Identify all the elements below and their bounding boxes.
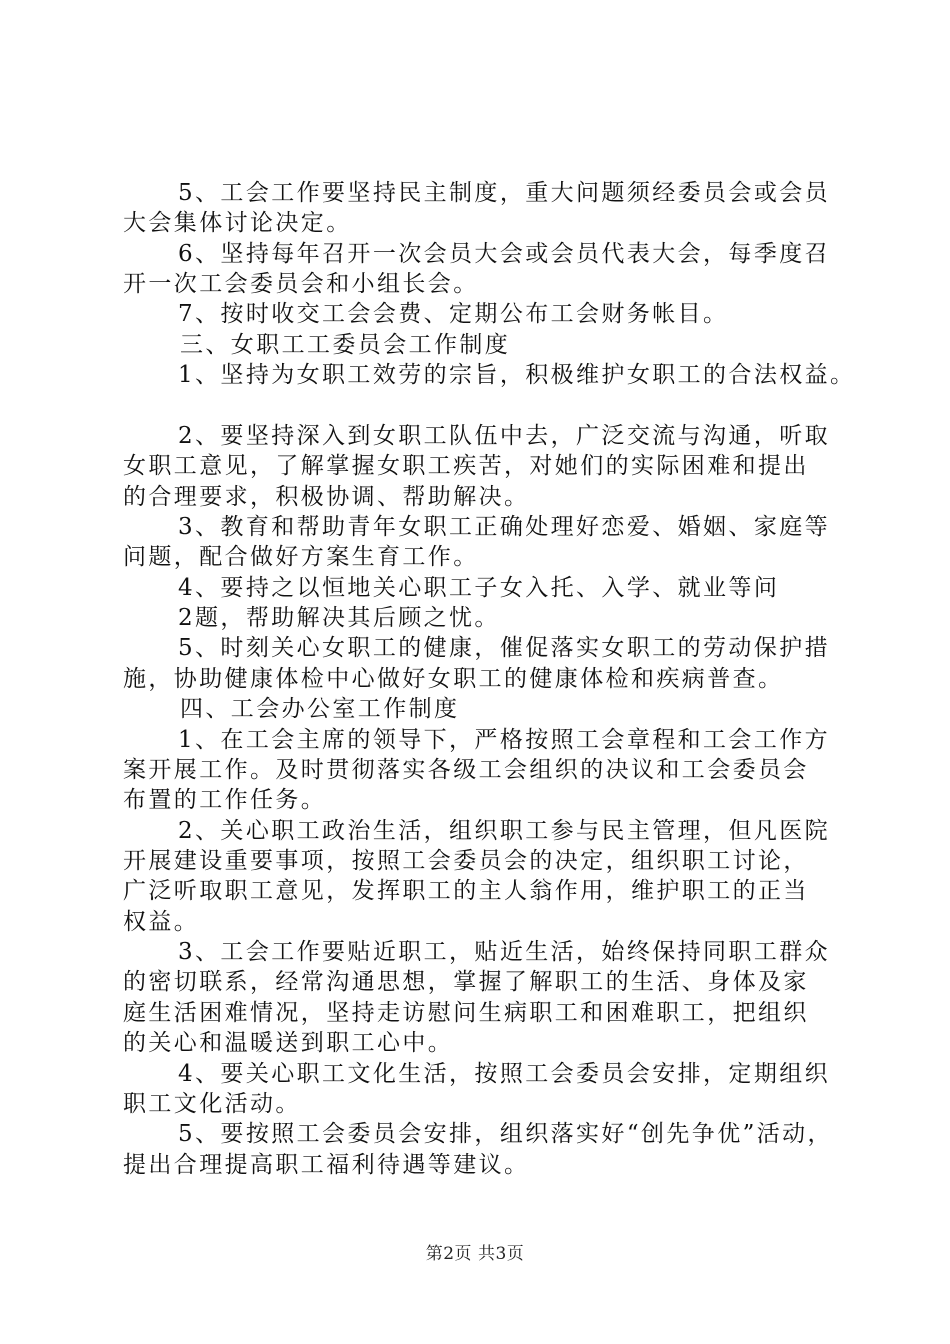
paragraph-line: 5、时刻关心女职工的健康，催促落实女职工的劳动保护措 <box>178 635 831 661</box>
paragraph-line: 的密切联系，经常沟通思想，掌握了解职工的生活、身体及家 <box>123 969 809 995</box>
paragraph-line: 职工文化活动。 <box>123 1091 301 1117</box>
paragraph-line: 1、坚持为女职工效劳的宗旨，积极维护女职工的合法权益。 <box>178 362 856 388</box>
paragraph-line: 女职工意见，了解掌握女职工疾苦，对她们的实际困难和提出 <box>123 453 809 479</box>
paragraph-line: 1、在工会主席的领导下，严格按照工会章程和工会工作方 <box>178 727 831 753</box>
paragraph-line: 3、教育和帮助青年女职工正确处理好恋爱、婚姻、家庭等 <box>178 514 831 540</box>
paragraph-line: 5、要按照工会委员会安排，组织落实好“创先争优”活动， <box>178 1121 833 1147</box>
paragraph-line: 的关心和温暖送到职工心中。 <box>123 1030 454 1056</box>
paragraph-line: 2、要坚持深入到女职工队伍中去，广泛交流与沟通，听取 <box>178 423 831 449</box>
paragraph-line: 开一次工会委员会和小组长会。 <box>123 271 479 297</box>
paragraph-line: 施，协助健康体检中心做好女职工的健康体检和疾病普查。 <box>123 666 784 692</box>
paragraph-line: 5、工会工作要坚持民主制度，重大问题须经委员会或会员 <box>178 180 831 206</box>
paragraph-line: 大会集体讨论决定。 <box>123 210 352 236</box>
section-heading: 三、女职工工委员会工作制度 <box>180 332 511 358</box>
paragraph-line: 布置的工作任务。 <box>123 787 327 813</box>
paragraph-line: 问题，配合做好方案生育工作。 <box>123 544 479 570</box>
paragraph-line: 案开展工作。及时贯彻落实各级工会组织的决议和工会委员会 <box>123 757 809 783</box>
paragraph-line: 广泛听取职工意见，发挥职工的主人翁作用，维护职工的正当 <box>123 878 809 904</box>
paragraph-line: 6、坚持每年召开一次会员大会或会员代表大会，每季度召 <box>178 241 831 267</box>
page-number-footer: 第2页 共3页 <box>425 1244 525 1264</box>
paragraph-line: 的合理要求，积极协调、帮助解决。 <box>123 484 530 510</box>
paragraph-line: 7、按时收交工会会费、定期公布工会财务帐目。 <box>178 301 729 327</box>
paragraph-line: 庭生活困难情况，坚持走访慰问生病职工和困难职工，把组织 <box>123 1000 809 1026</box>
paragraph-line: 开展建设重要事项，按照工会委员会的决定，组织职工讨论， <box>123 848 809 874</box>
paragraph-line: 2题，帮助解决其后顾之忧。 <box>178 605 500 631</box>
paragraph-line: 2、关心职工政治生活，组织职工参与民主管理，但凡医院 <box>178 818 831 844</box>
paragraph-line: 权益。 <box>123 909 200 935</box>
paragraph-line: 4、要持之以恒地关心职工子女入托、入学、就业等问 <box>178 575 780 601</box>
paragraph-line: 4、要关心职工文化生活，按照工会委员会安排，定期组织 <box>178 1061 831 1087</box>
paragraph-line: 提出合理提高职工福利待遇等建议。 <box>123 1152 530 1178</box>
section-heading: 四、工会办公室工作制度 <box>180 696 460 722</box>
paragraph-line: 3、工会工作要贴近职工，贴近生活，始终保持同职工群众 <box>178 939 831 965</box>
